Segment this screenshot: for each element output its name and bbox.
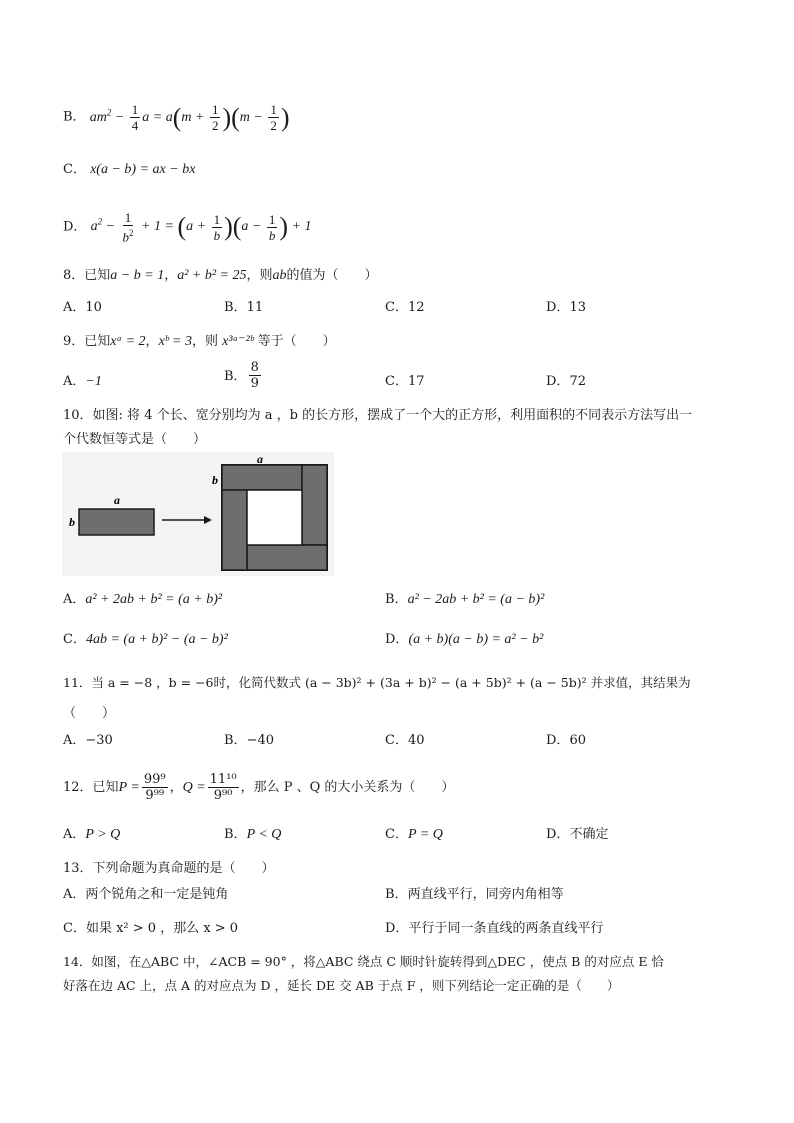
- option-c-math: x(a − b) = ax − bx: [90, 162, 196, 177]
- q11-option-b: B．−40: [224, 733, 274, 748]
- question-11-line2: [63, 704, 115, 724]
- q12-option-d: D．不确定: [546, 827, 609, 842]
- q12-option-a: A．P > Q: [63, 827, 121, 842]
- target-expr: x³ᵃ⁻²ᵇ: [222, 334, 254, 349]
- q9-option-c: C．17: [385, 374, 425, 389]
- label-b-big: b: [212, 473, 218, 487]
- question-text: 下列命题为真命题的是（ ）: [92, 861, 275, 876]
- condition-2: xᵇ = 3: [158, 334, 192, 349]
- q10-option-a: A．a² + 2ab + b² = (a + b)²: [63, 592, 223, 607]
- right-rectangle: [302, 465, 327, 545]
- option-label: B．: [63, 109, 86, 125]
- option-b-math-render: $am^2$ − $\frac{1}{4}$ a = a(m + $\frac{1}{2}$ )(m − $\frac{1}{2}$ ): [89, 102, 290, 133]
- q10-option-b: B．a² − 2ab + b² = (a − b)²: [385, 592, 545, 607]
- option-prev-d: [63, 210, 311, 244]
- separator: ，: [164, 268, 178, 283]
- option-d-math-render: $a^2$ − $\frac{1}{b^2}$ + 1 = (a + $\frac{1}{b}$ )(a − $\frac{1}{b}$ ) + 1: [90, 210, 312, 245]
- q8-option-a: A．10: [63, 300, 102, 315]
- q9-option-d: D．72: [546, 374, 586, 389]
- question-text: ，则: [192, 334, 219, 349]
- q9-option-b: B． $\frac{8}{9}$: [224, 360, 259, 391]
- q13-option-d: D．平行于同一条直线的两条直线平行: [385, 921, 604, 936]
- question-text: 的值为（ ）: [286, 268, 378, 283]
- question-text: 个代数恒等式是（ ）: [63, 432, 207, 447]
- top-rectangle: [222, 465, 302, 490]
- q-fraction: $\frac{\text{11¹⁰}}{\text{9⁹⁰}}$: [209, 772, 237, 803]
- question-text: 如图，在△ABC 中，∠ACB = 90° ，将△ABC 绕点 C 顺时针旋转得到△DEC ，使点 B 的对应点 E 恰: [91, 954, 664, 969]
- q12-option-b: B．P < Q: [224, 827, 282, 842]
- q9-option-a: A．−1: [63, 374, 102, 389]
- left-rectangle: [222, 490, 247, 570]
- label-a-small: a: [114, 493, 120, 507]
- q10-option-c: C．4ab = (a + b)² − (a − b)²: [63, 632, 228, 647]
- question-text: ，则: [246, 268, 273, 283]
- q10-option-d: D．(a + b)(a − b) = a² − b²: [385, 632, 544, 647]
- label-a-big: a: [257, 452, 263, 466]
- p-symbol: P =: [118, 780, 140, 795]
- condition-1: a − b = 1: [110, 268, 165, 283]
- question-10-line1: [63, 406, 692, 426]
- q8-option-b: B．11: [224, 300, 264, 315]
- q12-option-c: C．P = Q: [385, 827, 443, 842]
- option-label: C．: [63, 162, 86, 177]
- option-prev-b: [63, 102, 290, 133]
- question-number: 8．: [63, 268, 85, 283]
- question-text: 已知: [84, 334, 111, 349]
- bottom-rectangle: [247, 545, 327, 570]
- q11-option-a: A．−30: [63, 733, 113, 748]
- option-label: D．: [63, 219, 87, 235]
- q8-option-c: C．12: [385, 300, 425, 315]
- question-number: 10．: [63, 408, 93, 423]
- question-text: 如图: 将 4 个长、宽分别均为 a ，b 的长方形，摆成了一个大的正方形，利用面积的不同表示方法写出一: [92, 408, 693, 423]
- question-text: 等于（ ）: [257, 334, 336, 349]
- rectangle-figure: [62, 452, 334, 576]
- q13-option-a: A．两个锐角之和一定是钝角: [63, 887, 229, 902]
- condition-2: a² + b² = 25: [177, 268, 247, 283]
- q13-option-c: C．如果 x² > 0 ，那么 x > 0: [63, 921, 239, 936]
- target-expr: ab: [272, 268, 287, 283]
- single-rectangle: [79, 509, 154, 535]
- question-text: 好落在边 AC 上，点 A 的对应点为 D ，延长 DE 交 AB 于点 F ，则下列结论一定正确的是（ ）: [63, 978, 620, 993]
- question-number: 12．: [63, 780, 93, 795]
- question-14-line2: [63, 976, 619, 996]
- q-symbol: Q =: [182, 780, 206, 795]
- question-9: 9．已知xᵃ = 2，xᵇ = 3，则 x³ᵃ⁻²ᵇ 等于（ ）: [63, 334, 336, 349]
- q11-option-c: C．40: [385, 733, 425, 748]
- question-text: 已知: [84, 268, 111, 283]
- question-number: 14．: [63, 954, 92, 969]
- question-text: ，那么 P 、Q 的大小关系为（ ）: [240, 780, 455, 795]
- question-text: 已知: [92, 780, 119, 795]
- question-number: 9．: [63, 334, 85, 349]
- option-prev-c: [63, 160, 195, 180]
- question-8: [63, 266, 378, 286]
- q13-option-b: B．两直线平行，同旁内角相等: [385, 887, 564, 902]
- question-text: 当 a = −8 ，b = −6时，化简代数式 (a − 3b)² + (3a + b)² − (a + 5b)² + (a − 5b)² 并求值，其结果为: [91, 675, 691, 690]
- p-fraction: $\frac{\text{99⁹}}{\text{9⁹⁹}}$: [143, 772, 166, 803]
- q8-option-d: D．13: [546, 300, 586, 315]
- q11-option-d: D．60: [546, 733, 586, 748]
- question-10-line2: [63, 430, 206, 450]
- question-text: （ ）: [63, 706, 116, 721]
- question-12: 12．已知P = $\frac{\text{99⁹}}{\text{9⁹⁹}}$ ，Q = $\frac{\text{11¹⁰}}{\text{9⁹⁰}}$ ，那么 P 、Q 的大小关系为（ ）: [63, 772, 455, 803]
- label-b-small: b: [69, 515, 75, 529]
- center-square: [247, 490, 302, 545]
- question-13: [63, 859, 275, 879]
- question-14-line1: [63, 952, 664, 972]
- question-11-line1: [63, 673, 691, 693]
- condition-1: xᵃ = 2: [110, 334, 146, 349]
- question-number: 13．: [63, 861, 93, 876]
- figure-svg: [62, 452, 334, 576]
- question-number: 11．: [63, 675, 92, 690]
